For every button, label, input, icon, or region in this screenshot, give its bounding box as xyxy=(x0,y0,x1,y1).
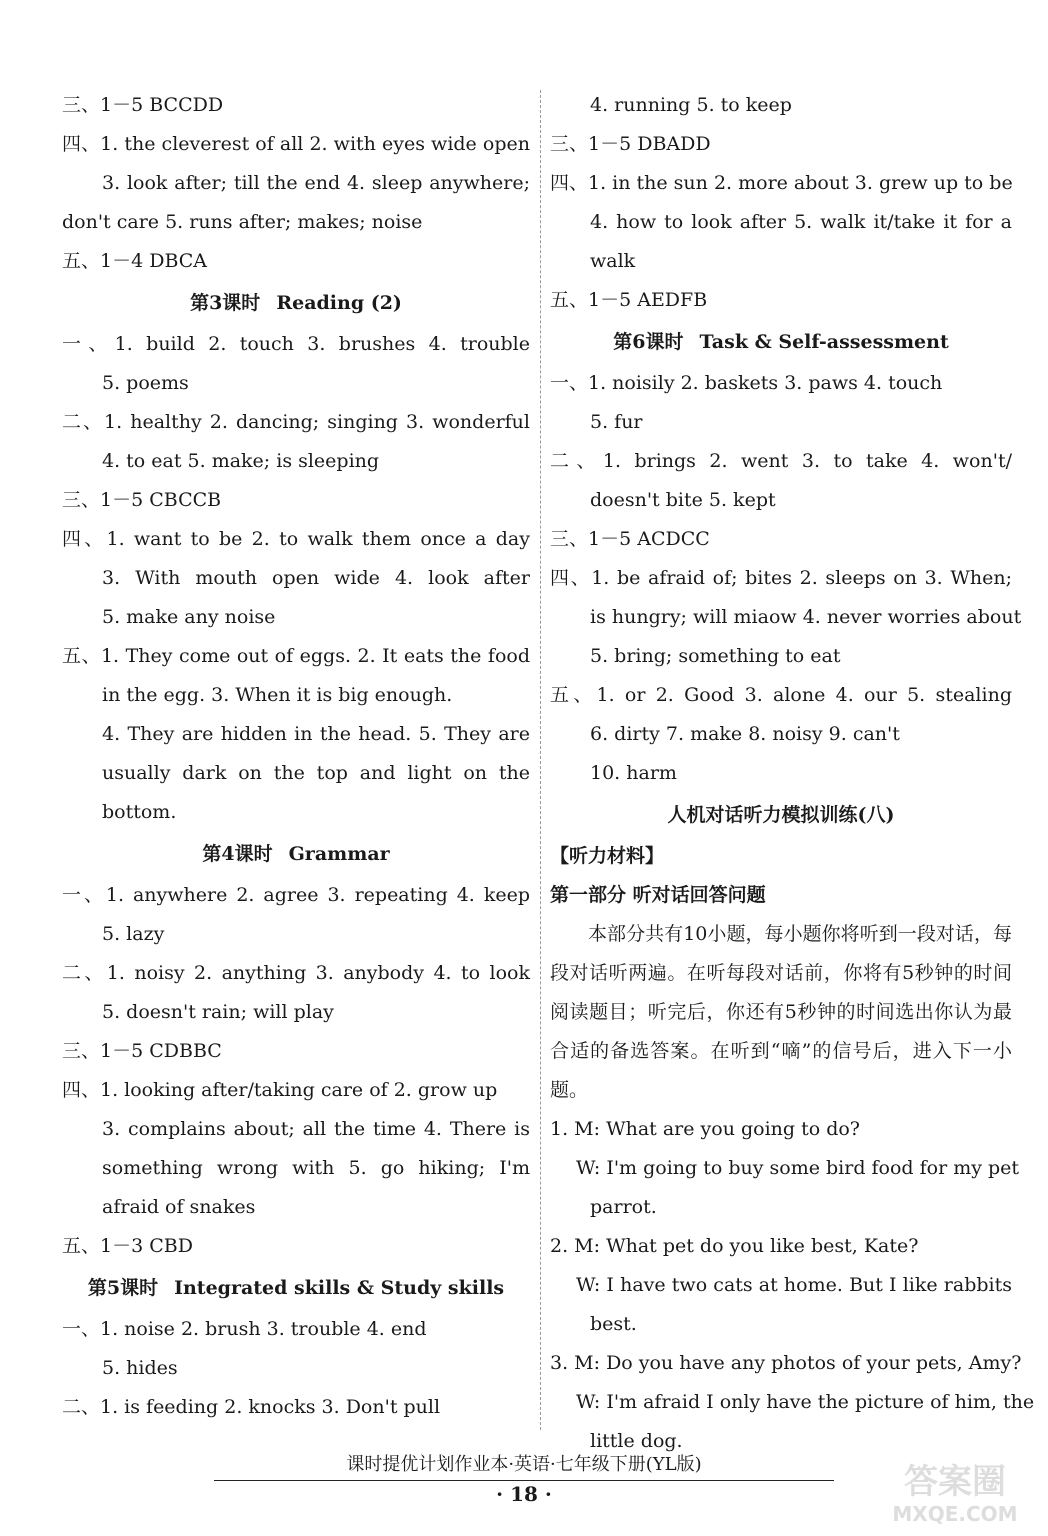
answer-line: 5. make any noise xyxy=(102,606,276,628)
answer-line: 3. M: Do you have any photos of your pets, Amy? xyxy=(550,1352,1022,1374)
answer-line: 四、1. want to be 2. to walk them once a day xyxy=(62,528,530,550)
answer-line: 4. They are hidden in the head. 5. They are xyxy=(102,723,530,745)
answer-line: 6. dirty 7. make 8. noisy 9. can't xyxy=(590,723,900,745)
answer-line: 4. how to look after 5. walk it/take it for a xyxy=(590,211,1012,233)
answer-line: 五、1－4 DBCA xyxy=(62,250,208,272)
answer-line: W: I'm afraid I only have the picture of him, the xyxy=(576,1391,1035,1413)
answer-line: 二、1. brings 2. went 3. to take 4. won't/ xyxy=(550,450,1012,472)
answer-line: 4. to eat 5. make; is sleeping xyxy=(102,450,380,472)
answer-line: W: I have two cats at home. But I like rabbits xyxy=(576,1274,1012,1296)
answer-line: 4. running 5. to keep xyxy=(590,94,792,116)
answer-line: 1. M: What are you going to do? xyxy=(550,1118,860,1140)
answer-line: 2. M: What pet do you like best, Kate? xyxy=(550,1235,919,1257)
answer-line: walk xyxy=(590,250,636,272)
watermark-url: MXQE.COM xyxy=(892,1502,1018,1526)
answer-line: 二、1. is feeding 2. knocks 3. Don't pull xyxy=(62,1396,441,1418)
answer-line: 二、1. noisy 2. anything 3. anybody 4. to look xyxy=(62,962,530,984)
answer-line: 四、1. the cleverest of all 2. with eyes wide open xyxy=(62,133,530,155)
answer-line: 三、1－5 DBADD xyxy=(550,133,711,155)
answer-line: 四、1. be afraid of; bites 2. sleeps on 3. When; xyxy=(550,567,1012,589)
answer-line: 5. poems xyxy=(102,372,189,394)
footer-book-title: 课时提优计划作业本·英语·七年级下册(YL版) xyxy=(346,1454,702,1475)
answer-line: in the egg. 3. When it is big enough. xyxy=(102,684,453,706)
section-heading-lesson: 第4课时 xyxy=(202,843,273,865)
section-heading-lesson: 第6课时 xyxy=(613,331,684,353)
answer-line: best. xyxy=(590,1313,637,1335)
answer-line: W: I'm going to buy some bird food for my pet xyxy=(576,1157,1020,1179)
section-heading xyxy=(550,793,1012,837)
answer-line: 5. lazy xyxy=(102,923,165,945)
material-heading: 第一部分 听对话回答问题 xyxy=(550,884,766,906)
section-heading-lesson: 第3课时 xyxy=(190,292,261,314)
answer-line: 三、1－5 CBCCB xyxy=(62,489,222,511)
answer-line: 五、1. They come out of eggs. 2. It eats the food xyxy=(62,645,530,667)
answer-line: parrot. xyxy=(590,1196,657,1218)
section-heading-title: Reading (2) xyxy=(276,292,402,314)
answer-line: 四、1. looking after/taking care of 2. grow up xyxy=(62,1079,498,1101)
answer-line: 五、1－5 AEDFB xyxy=(550,289,708,311)
answer-line: doesn't bite 5. kept xyxy=(590,489,776,511)
answer-line: 五、1. or 2. Good 3. alone 4. our 5. stealing xyxy=(550,684,1012,706)
left-column xyxy=(62,86,530,1427)
answer-line: 3. look after; till the end 4. sleep anywhere; xyxy=(102,172,530,194)
page-number: · 18 · xyxy=(496,1482,552,1506)
answer-line: bottom. xyxy=(102,801,177,823)
answer-line: 三、1－5 CDBBC xyxy=(62,1040,222,1062)
section-heading-lesson: 人机对话听力模拟训练(八) xyxy=(667,804,895,826)
section-heading-title: Integrated skills & Study skills xyxy=(174,1277,505,1299)
section-heading-title: Grammar xyxy=(288,843,390,865)
section-heading xyxy=(550,320,1012,364)
watermark-logo xyxy=(880,1455,1030,1530)
column-divider xyxy=(540,90,541,1430)
answer-line: 一、1. noisily 2. baskets 3. paws 4. touch xyxy=(550,372,943,394)
answer-line: is hungry; will miaow 4. never worries about xyxy=(590,606,1022,628)
answer-line: 四、1. in the sun 2. more about 3. grew up to be xyxy=(550,172,1013,194)
answer-line: 一、1. build 2. touch 3. brushes 4. trouble xyxy=(62,333,530,355)
section-heading xyxy=(62,281,530,325)
answer-line: something wrong with 5. go hiking; I'm xyxy=(102,1157,530,1179)
answer-line: 三、1－5 ACDCC xyxy=(550,528,710,550)
answer-line: 一、1. noise 2. brush 3. trouble 4. end xyxy=(62,1318,427,1340)
answer-line: little dog. xyxy=(590,1430,683,1452)
answer-line: 3. complains about; all the time 4. There is xyxy=(102,1118,530,1140)
answer-line: don't care 5. runs after; makes; noise xyxy=(62,211,423,233)
answer-line: 二、1. healthy 2. dancing; singing 3. wonderful xyxy=(62,411,530,433)
section-heading-title: Task & Self-assessment xyxy=(699,331,949,353)
material-heading: 【听力材料】 xyxy=(550,845,665,867)
answer-line: 一、1. anywhere 2. agree 3. repeating 4. keep xyxy=(62,884,530,906)
answer-line: 3. With mouth open wide 4. look after xyxy=(102,567,530,589)
answer-line: 5. hides xyxy=(102,1357,178,1379)
answer-line: 5. bring; something to eat xyxy=(590,645,841,667)
answer-line: usually dark on the top and light on the xyxy=(102,762,530,784)
section-heading xyxy=(62,1266,530,1310)
answer-line: 10. harm xyxy=(590,762,677,784)
answer-line: 五、1－3 CBD xyxy=(62,1235,193,1257)
section-heading xyxy=(62,832,530,876)
answer-line: afraid of snakes xyxy=(102,1196,256,1218)
right-column xyxy=(550,86,1035,1461)
answer-line: 三、1－5 BCCDD xyxy=(62,94,224,116)
answer-line: 5. doesn't rain; will play xyxy=(102,1001,334,1023)
watermark-text: 答案圈 xyxy=(904,1462,1006,1502)
answer-line: 5. fur xyxy=(590,411,643,433)
section-heading-lesson: 第5课时 xyxy=(87,1277,159,1299)
instruction-paragraph: 本部分共有10小题，每小题你将听到一段对话，每段对话听两遍。在听每段对话前，你将有5秒钟的时间阅读题目；听完后，你还有5秒钟的时间选出你认为最合适的备选答案。在听到“嘀”的信号后，进入下一小题。 xyxy=(550,923,1012,1101)
